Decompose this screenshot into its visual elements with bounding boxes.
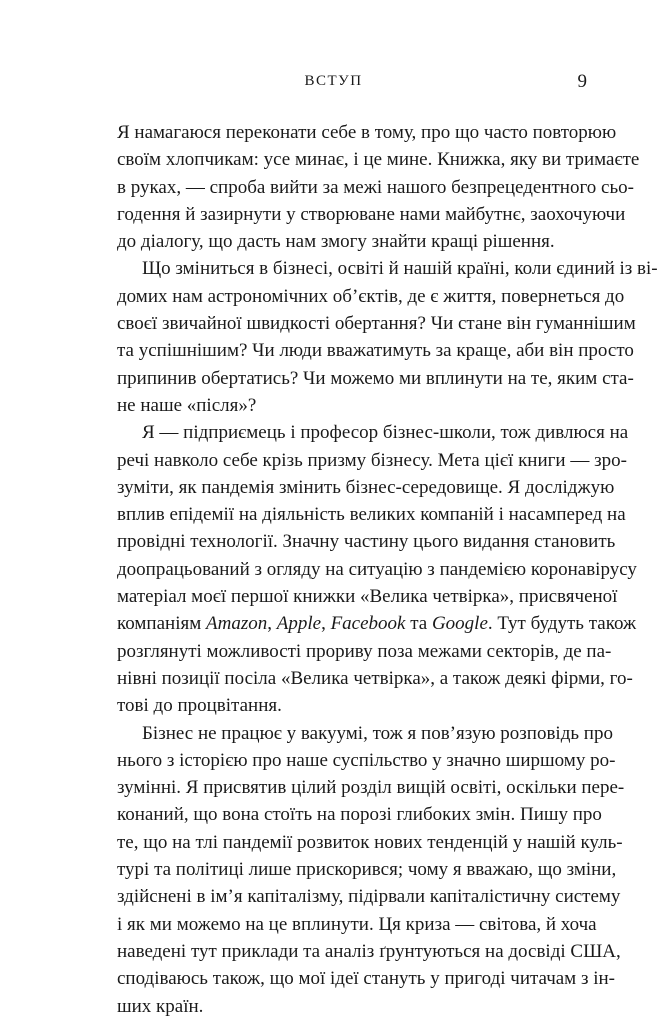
text-line: сподіваюсь також, що мої ідеї стануть у пригоді читачам з ін- bbox=[117, 968, 615, 990]
text-segment: , bbox=[321, 613, 331, 635]
text-line: Бізнес не працює у вакуумі, тож я пов’язую розповідь про bbox=[142, 722, 613, 744]
text-line: своєї звичайної швидкості обертання? Чи стане він гуманнішим bbox=[117, 313, 636, 335]
text-line bbox=[117, 610, 637, 637]
text-line: своїм хлопчикам: усе минає, і це мине. Книжка, яку ви тримаєте bbox=[117, 149, 640, 171]
company-name: Apple bbox=[276, 613, 322, 635]
text-line: конаний, що вона стоїть на порозі глибоких змін. Пишу про bbox=[117, 804, 602, 826]
text-line: до діалогу, що дасть нам змогу знайти кращі рішення. bbox=[117, 231, 555, 253]
text-line: тові до процвітання. bbox=[117, 695, 282, 717]
text-segment: та bbox=[405, 613, 432, 635]
text-line: те, що на тлі пандемії розвиток нових тенденцій у нашій куль- bbox=[117, 831, 623, 853]
text-line: Я намагаюся переконати себе в тому, про що часто повторюю bbox=[117, 122, 617, 143]
text-line: наведені тут приклади та аналіз ґрунтуються на досвіді США, bbox=[117, 940, 621, 962]
text-line: нівні позиції посіла «Велика четвірка», а також деякі фірми, го- bbox=[117, 667, 633, 689]
text-line: в руках, — спроба вийти за межі нашого безпрецедентного сьо- bbox=[117, 176, 634, 198]
text-segment: . Тут будуть також bbox=[487, 613, 637, 635]
text-line: Що зміниться в бізнесі, освіті й нашій країні, коли єдиний із ві- bbox=[142, 258, 658, 280]
running-head bbox=[0, 73, 667, 95]
text-line: припинив обертатись? Чи можемо ми вплинути на те, яким ста- bbox=[117, 367, 634, 389]
body-text bbox=[117, 119, 658, 1020]
text-line: домих нам астрономічних об’єктів, де є життя, повернеться до bbox=[117, 285, 625, 307]
page-number: 9 bbox=[577, 71, 587, 92]
text-line: речі навколо себе крізь призму бізнесу. Мета цієї книги — зро- bbox=[117, 449, 627, 471]
text-line: доопрацьований з огляду на ситуацію з пандемією коронавірусу bbox=[117, 558, 637, 580]
text-line: і як ми можемо на це вплинути. Ця криза — світова, й хоча bbox=[117, 913, 597, 935]
text-line: зуміти, як пандемія змінить бізнес-середовище. Я досліджую bbox=[117, 476, 615, 498]
text-line: вплив епідемії на діяльність великих компаній і насамперед на bbox=[117, 504, 626, 526]
company-name: Google bbox=[431, 613, 488, 635]
text-line: здійснені в ім’я капіталізму, підірвали капіталістичну систему bbox=[117, 886, 621, 908]
text-segment: компаніям bbox=[117, 613, 202, 635]
text-line: турі та політиці лише прискорився; чому я вважаю, що зміни, bbox=[117, 859, 617, 881]
text-line: матеріал моєї першої книжки «Велика четвірка», присвяченої bbox=[117, 586, 618, 608]
company-name: Facebook bbox=[330, 613, 406, 635]
text-line: зумінні. Я присвятив цілий розділ вищій освіті, оскільки пере- bbox=[117, 777, 625, 799]
text-line: та успішнішим? Чи люди вважатимуть за краще, аби він просто bbox=[117, 340, 634, 362]
text-segment: , bbox=[267, 613, 277, 635]
text-line: годення й зазирнути у створюване нами майбутнє, заохочуючи bbox=[117, 203, 626, 225]
section-title: ВСТУП bbox=[304, 73, 363, 89]
text-line: розглянуті можливості прориву поза межами секторів, де па- bbox=[117, 640, 612, 662]
text-line: не наше «після»? bbox=[117, 394, 257, 416]
text-line: нього з історією про наше суспільство у значно ширшому ро- bbox=[117, 749, 616, 771]
text-line: Я — підприємець і професор бізнес-школи, тож дивлюся на bbox=[142, 422, 629, 444]
text-line: ших країн. bbox=[117, 995, 204, 1017]
text-line: провідні технології. Значну частину цього видання становить bbox=[117, 531, 616, 553]
company-name: Amazon bbox=[206, 613, 268, 635]
